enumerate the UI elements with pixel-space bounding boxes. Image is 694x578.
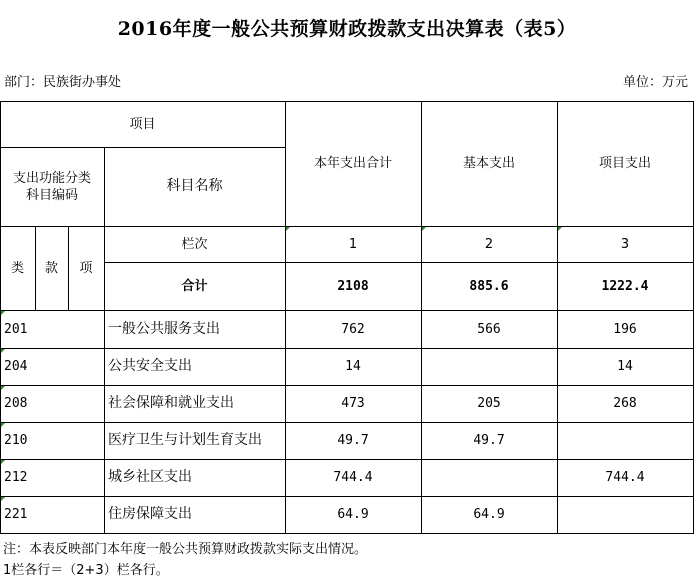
- row-code: 212: [4, 470, 28, 485]
- total-label: 合计: [181, 278, 208, 294]
- row-total: 473: [341, 396, 365, 411]
- header-basic-expenditure: 基本支出: [462, 156, 515, 171]
- header-item: 项目: [129, 116, 156, 132]
- row-code: 204: [4, 359, 28, 374]
- report-title: 2016年度一般公共预算财政拨款支出决算表（表5）: [117, 18, 577, 40]
- row-project: 196: [613, 321, 637, 337]
- row-code: 221: [4, 507, 28, 522]
- row-name: 住房保障支出: [108, 506, 192, 522]
- row-basic: 566: [477, 321, 501, 337]
- header-function-code: 支出功能分类 科目编码: [12, 170, 91, 203]
- unit-label: 单位：万元: [622, 75, 688, 90]
- row-basic: [421, 348, 557, 385]
- row-total: 49.7: [337, 433, 369, 448]
- header-lanci: 栏次: [181, 236, 208, 252]
- row-total: 14: [345, 359, 361, 374]
- row-project: 744.4: [605, 470, 645, 485]
- row-code: 201: [4, 321, 28, 337]
- row-basic: [421, 459, 557, 496]
- total-project: 1222.4: [601, 278, 649, 294]
- header-total-expenditure: 本年支出合计: [313, 156, 392, 171]
- total-all: 2108: [337, 278, 369, 294]
- row-code: 208: [4, 396, 28, 411]
- row-total: 762: [341, 321, 365, 337]
- row-project: [557, 496, 693, 533]
- department-label: 部门：民族街办事处: [4, 75, 122, 90]
- row-project: 14: [617, 359, 633, 374]
- header-project-expenditure: 项目支出: [598, 156, 651, 171]
- header-lei: 类: [10, 260, 24, 276]
- row-total: 64.9: [337, 507, 369, 522]
- row-name: 一般公共服务支出: [108, 320, 220, 337]
- row-basic: 205: [477, 396, 501, 411]
- row-basic: 64.9: [473, 507, 505, 522]
- header-xiang: 项: [79, 260, 93, 276]
- row-basic: 49.7: [473, 433, 505, 448]
- total-basic: 885.6: [469, 278, 509, 294]
- row-name: 城乡社区支出: [108, 469, 192, 485]
- row-project: 268: [613, 396, 637, 411]
- row-name: 医疗卫生与计划生育支出: [108, 432, 262, 448]
- note-line-2: 1栏各行＝（2+3）栏各行。: [3, 563, 169, 578]
- row-name: 社会保障和就业支出: [108, 395, 234, 411]
- header-subject-name: 科目名称: [166, 178, 223, 194]
- row-total: 744.4: [333, 470, 373, 485]
- column-number-3: 3: [620, 236, 630, 252]
- header-kuan: 款: [44, 260, 58, 276]
- note-line-1: 注：本表反映部门本年度一般公共预算财政拨款实际支出情况。: [3, 542, 368, 557]
- column-number-1: 1: [348, 236, 358, 252]
- row-code: 210: [4, 433, 28, 448]
- row-name: 公共安全支出: [108, 358, 192, 374]
- column-number-2: 2: [484, 236, 494, 252]
- row-project: [557, 422, 693, 459]
